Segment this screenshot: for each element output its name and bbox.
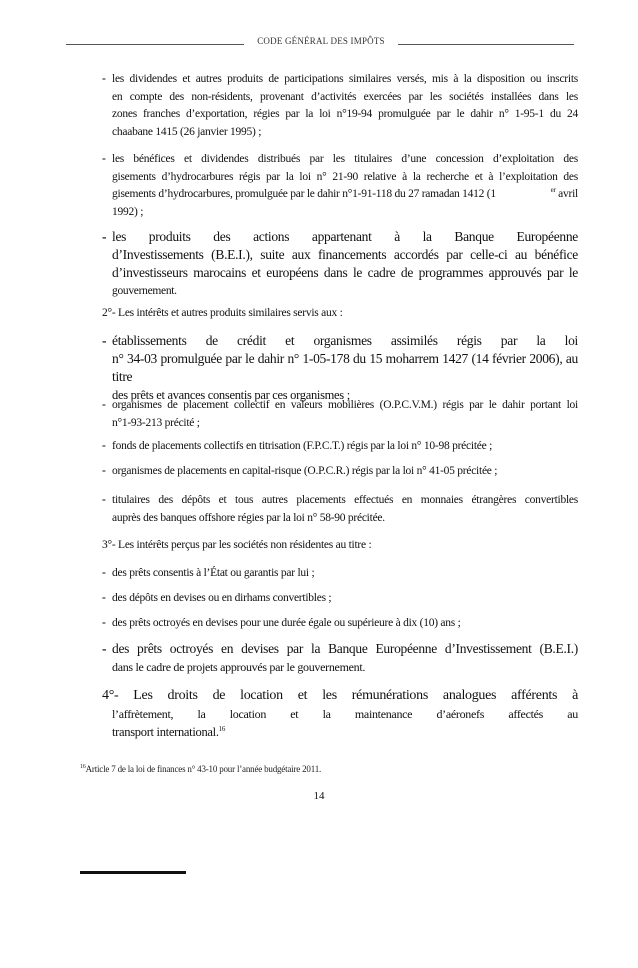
list-item	[102, 151, 578, 221]
text-line: 1992) ;	[112, 205, 144, 218]
dash-bullet: -	[102, 399, 106, 411]
footnote-ref: 16	[218, 724, 226, 733]
list-item	[102, 590, 578, 608]
text-line: n°1-93-213 précité ;	[112, 416, 200, 429]
text-line: chaabane 1415 (26 janvier 1995) ;	[112, 125, 262, 138]
text-line: d’Investissements (B.E.I.), suite aux financements accordés par celle-ci au bénéfice	[112, 247, 578, 262]
text-line: d’investisseurs marocains et européens dans le cadre de programmes approuvés par le	[112, 265, 578, 280]
dash-bullet: -	[102, 153, 106, 165]
dash-bullet: -	[102, 641, 107, 656]
text-line: 4°- Les droits de location et les rémunérations analogues afférents à	[102, 688, 578, 703]
page-number: 14	[313, 790, 325, 802]
text-line: gisements d’hydrocarbures régis par la loi n° 21-90 relative à la recherche et à l’exploitation des	[112, 170, 578, 183]
dash-bullet: -	[102, 617, 106, 629]
list-item	[102, 463, 578, 481]
text-line: les dividendes et autres produits de participations similaires versés, mis à la disposition ou inscrits	[112, 73, 578, 85]
list-item	[102, 565, 578, 583]
text-line: des prêts consentis à l’État ou garantis par lui ;	[112, 567, 315, 579]
text-line	[102, 723, 578, 741]
text-line: des prêts octroyés en devises par la Banque Européenne d’Investissement (B.E.I.)	[112, 641, 578, 656]
text-line: l’affrètement, la location et la maintenance d’aéronefs affectés au	[112, 707, 578, 721]
text-line: titulaires des dépôts et tous autres placements effectués en monnaies étrangères convertibles	[112, 494, 578, 506]
list-item	[102, 438, 578, 456]
dash-bullet: -	[102, 333, 107, 348]
text-line: organismes de placement collectif en valeurs mobilières (O.P.C.V.M.) régis par le dahir portant loi	[112, 399, 578, 411]
header-rule-right	[398, 44, 574, 45]
text-line: les bénéfices et dividendes distribués par les titulaires d’une concession d’exploitation des	[112, 153, 578, 165]
text-line	[112, 186, 578, 204]
dash-bullet: -	[102, 440, 106, 452]
text-line: gouvernement.	[112, 285, 177, 297]
text-line: zones franches d’exportation, régies par la loi n°19-94 promulguée par le dahir n° 1-95-1 du 24	[112, 108, 578, 120]
text-line: organismes de placements en capital-risque (O.P.C.R.) régis par la loi n° 41-05 précitée ;	[112, 465, 498, 477]
text-line: auprès des banques offshore régies par la loi n° 58-90 précitée.	[112, 511, 385, 524]
text-line: n° 34-03 promulguée par le dahir n° 1-05-178 du 15 moharrem 1427 (14 février 2006), au titre	[112, 351, 578, 384]
text-span: transport international.	[112, 725, 219, 739]
header-title: CODE GÉNÉRAL DES IMPÔTS	[257, 36, 385, 46]
list-item	[102, 71, 578, 141]
footnote-text: Article 7 de la loi de finances n° 43-10 pour l’année budgétaire 2011.	[85, 764, 322, 774]
bottom-rule	[80, 871, 186, 874]
dash-bullet: -	[102, 73, 106, 85]
text-line: des prêts et avances consentis par ces organismes ;	[112, 388, 350, 402]
section-heading: 2°- Les intérêts et autres produits similaires servis aux :	[102, 307, 343, 319]
list-item	[102, 492, 578, 527]
text-line: fonds de placements collectifs en titrisation (F.P.C.T.) régis par la loi n° 10-98 précitée ;	[112, 440, 493, 452]
dash-bullet: -	[102, 567, 106, 579]
text-line-tail	[551, 186, 578, 204]
dash-bullet: -	[102, 229, 107, 244]
list-item	[102, 332, 578, 404]
text-line: des prêts octroyés en devises pour une durée égale ou supérieure à dix (10) ans ;	[112, 617, 461, 629]
footnote-number: 16	[80, 764, 86, 770]
dash-bullet: -	[102, 592, 106, 604]
section-4	[102, 687, 578, 741]
list-item	[102, 615, 578, 633]
superscript: er	[550, 186, 556, 195]
section-heading: 3°- Les intérêts perçus par les sociétés non résidentes au titre :	[102, 539, 372, 551]
dash-bullet: -	[102, 494, 106, 506]
text-line: établissements de crédit et organismes assimilés régis par la loi	[112, 333, 578, 348]
text-line: des dépôts en devises ou en dirhams convertibles ;	[112, 592, 332, 604]
text-span: avril	[555, 188, 578, 200]
list-item	[102, 228, 578, 300]
text-line: dans le cadre de projets approuvés par le gouvernement.	[112, 660, 366, 674]
text-line-part: gisements d’hydrocarbures, promulguée par le dahir n°1-91-118 du 27 ramadan 1412 (1	[112, 188, 496, 200]
text-line: en compte des non-résidents, provenant d’activités exercées par les sociétés installées dans les	[112, 90, 578, 103]
text-line: les produits des actions appartenant à la Banque Européenne	[112, 229, 578, 244]
dash-bullet: -	[102, 465, 106, 477]
footnote	[80, 764, 321, 774]
header-rule-left	[66, 44, 244, 45]
list-item	[102, 397, 578, 432]
list-item	[102, 640, 578, 676]
